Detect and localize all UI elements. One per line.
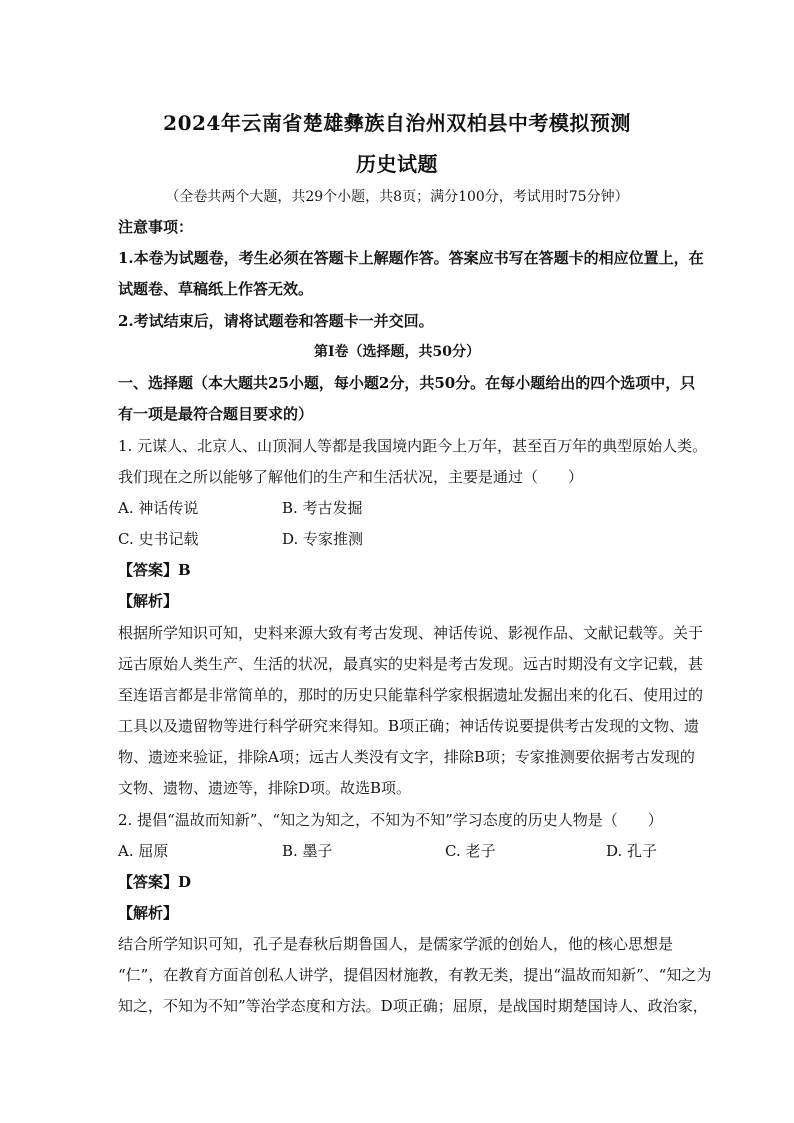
q1-analysis-line-5: 物、遗迹来验证，排除A项；远古人类没有文字，排除B项；专家推测要依据考古发现的 <box>118 748 695 766</box>
exam-info: （全卷共两个大题，共29个小题，共8页；满分100分，考试用时75分钟） <box>165 189 629 205</box>
q1-option-d: D. 专家推测 <box>282 530 364 548</box>
exam-title: 2024年云南省楚雄彝族自治州双柏县中考模拟预测 <box>163 111 631 135</box>
q1-option-c: C. 史书记载 <box>118 530 199 548</box>
q1-analysis-line-1: 根据所学知识可知，史料来源大致有考古发现、神话传说、影视作品、文献记载等。关于 <box>118 624 704 642</box>
section-instruction-line-1: 一、选择题（本大题共25小题，每小题2分，共50分。在每小题给出的四个选项中，只 <box>118 374 696 392</box>
q2-option-a: A. 屈原 <box>118 842 169 860</box>
notice-item-2: 2.考试结束后，请将试题卷和答题卡一并交回。 <box>118 312 434 330</box>
q1-option-a: A. 神话传说 <box>118 499 199 517</box>
notice-heading: 注意事项： <box>118 218 194 236</box>
q1-option-b: B. 考古发掘 <box>282 499 363 517</box>
q2-stem: 2. 提倡“温故而知新”、“知之为知之，不知为不知”学习态度的历史人物是（ ） <box>118 811 663 829</box>
q1-analysis-line-6: 文物、遗物、遗迹等，排除D项。故选B项。 <box>118 779 412 797</box>
notice-item-1-line-1: 1.本卷为试题卷，考生必须在答题卡上解题作答。答案应书写在答题卡的相应位置上，在 <box>118 249 704 267</box>
section-title: 第Ⅰ卷（选择题，共50分） <box>313 344 481 360</box>
exam-subtitle: 历史试题 <box>356 152 438 176</box>
q2-analysis-line-3: 知之，不知为不知”等治学态度和方法。D项正确；屈原，是战国时期楚国诗人、政治家， <box>118 997 708 1015</box>
q2-answer: 【答案】D <box>118 873 192 891</box>
q2-option-b: B. 墨子 <box>282 842 333 860</box>
q2-option-d: D. 孔子 <box>606 842 658 860</box>
q1-analysis-label: 【解析】 <box>118 592 179 610</box>
q2-analysis-line-2: “仁”，在教育方面首创私人讲学，提倡因材施教，有教无类，提出“温故而知新”、“知之为 <box>118 966 712 984</box>
notice-item-1-line-2: 试题卷、草稿纸上作答无效。 <box>118 280 314 298</box>
q2-analysis-line-1: 结合所学知识可知，孔子是春秋后期鲁国人，是儒家学派的创始人，他的核心思想是 <box>118 935 674 953</box>
q2-analysis-label: 【解析】 <box>118 904 179 922</box>
q2-option-c: C. 老子 <box>445 842 496 860</box>
q1-analysis-line-2: 远古原始人类生产、生活的状况，最真实的史料是考古发现。远古时期没有文字记载，甚 <box>118 655 704 673</box>
q1-analysis-line-4: 工具以及遗留物等进行科学研究来得知。B项正确；神话传说要提供考古发现的文物、遗 <box>118 717 700 735</box>
section-instruction-line-2: 有一项是最符合题目要求的） <box>118 405 314 423</box>
q1-stem-line-1: 1. 元谋人、北京人、山顶洞人等都是我国境内距今上万年，甚至百万年的典型原始人类。 <box>118 437 708 455</box>
q1-analysis-line-3: 至连语言都是非常简单的，那时的历史只能靠科学家根据遗址发掘出来的化石、使用过的 <box>118 686 704 704</box>
q1-stem-line-2: 我们现在之所以能够了解他们的生产和生活状况，主要是通过（ ） <box>118 468 584 486</box>
q1-answer: 【答案】B <box>118 561 191 579</box>
